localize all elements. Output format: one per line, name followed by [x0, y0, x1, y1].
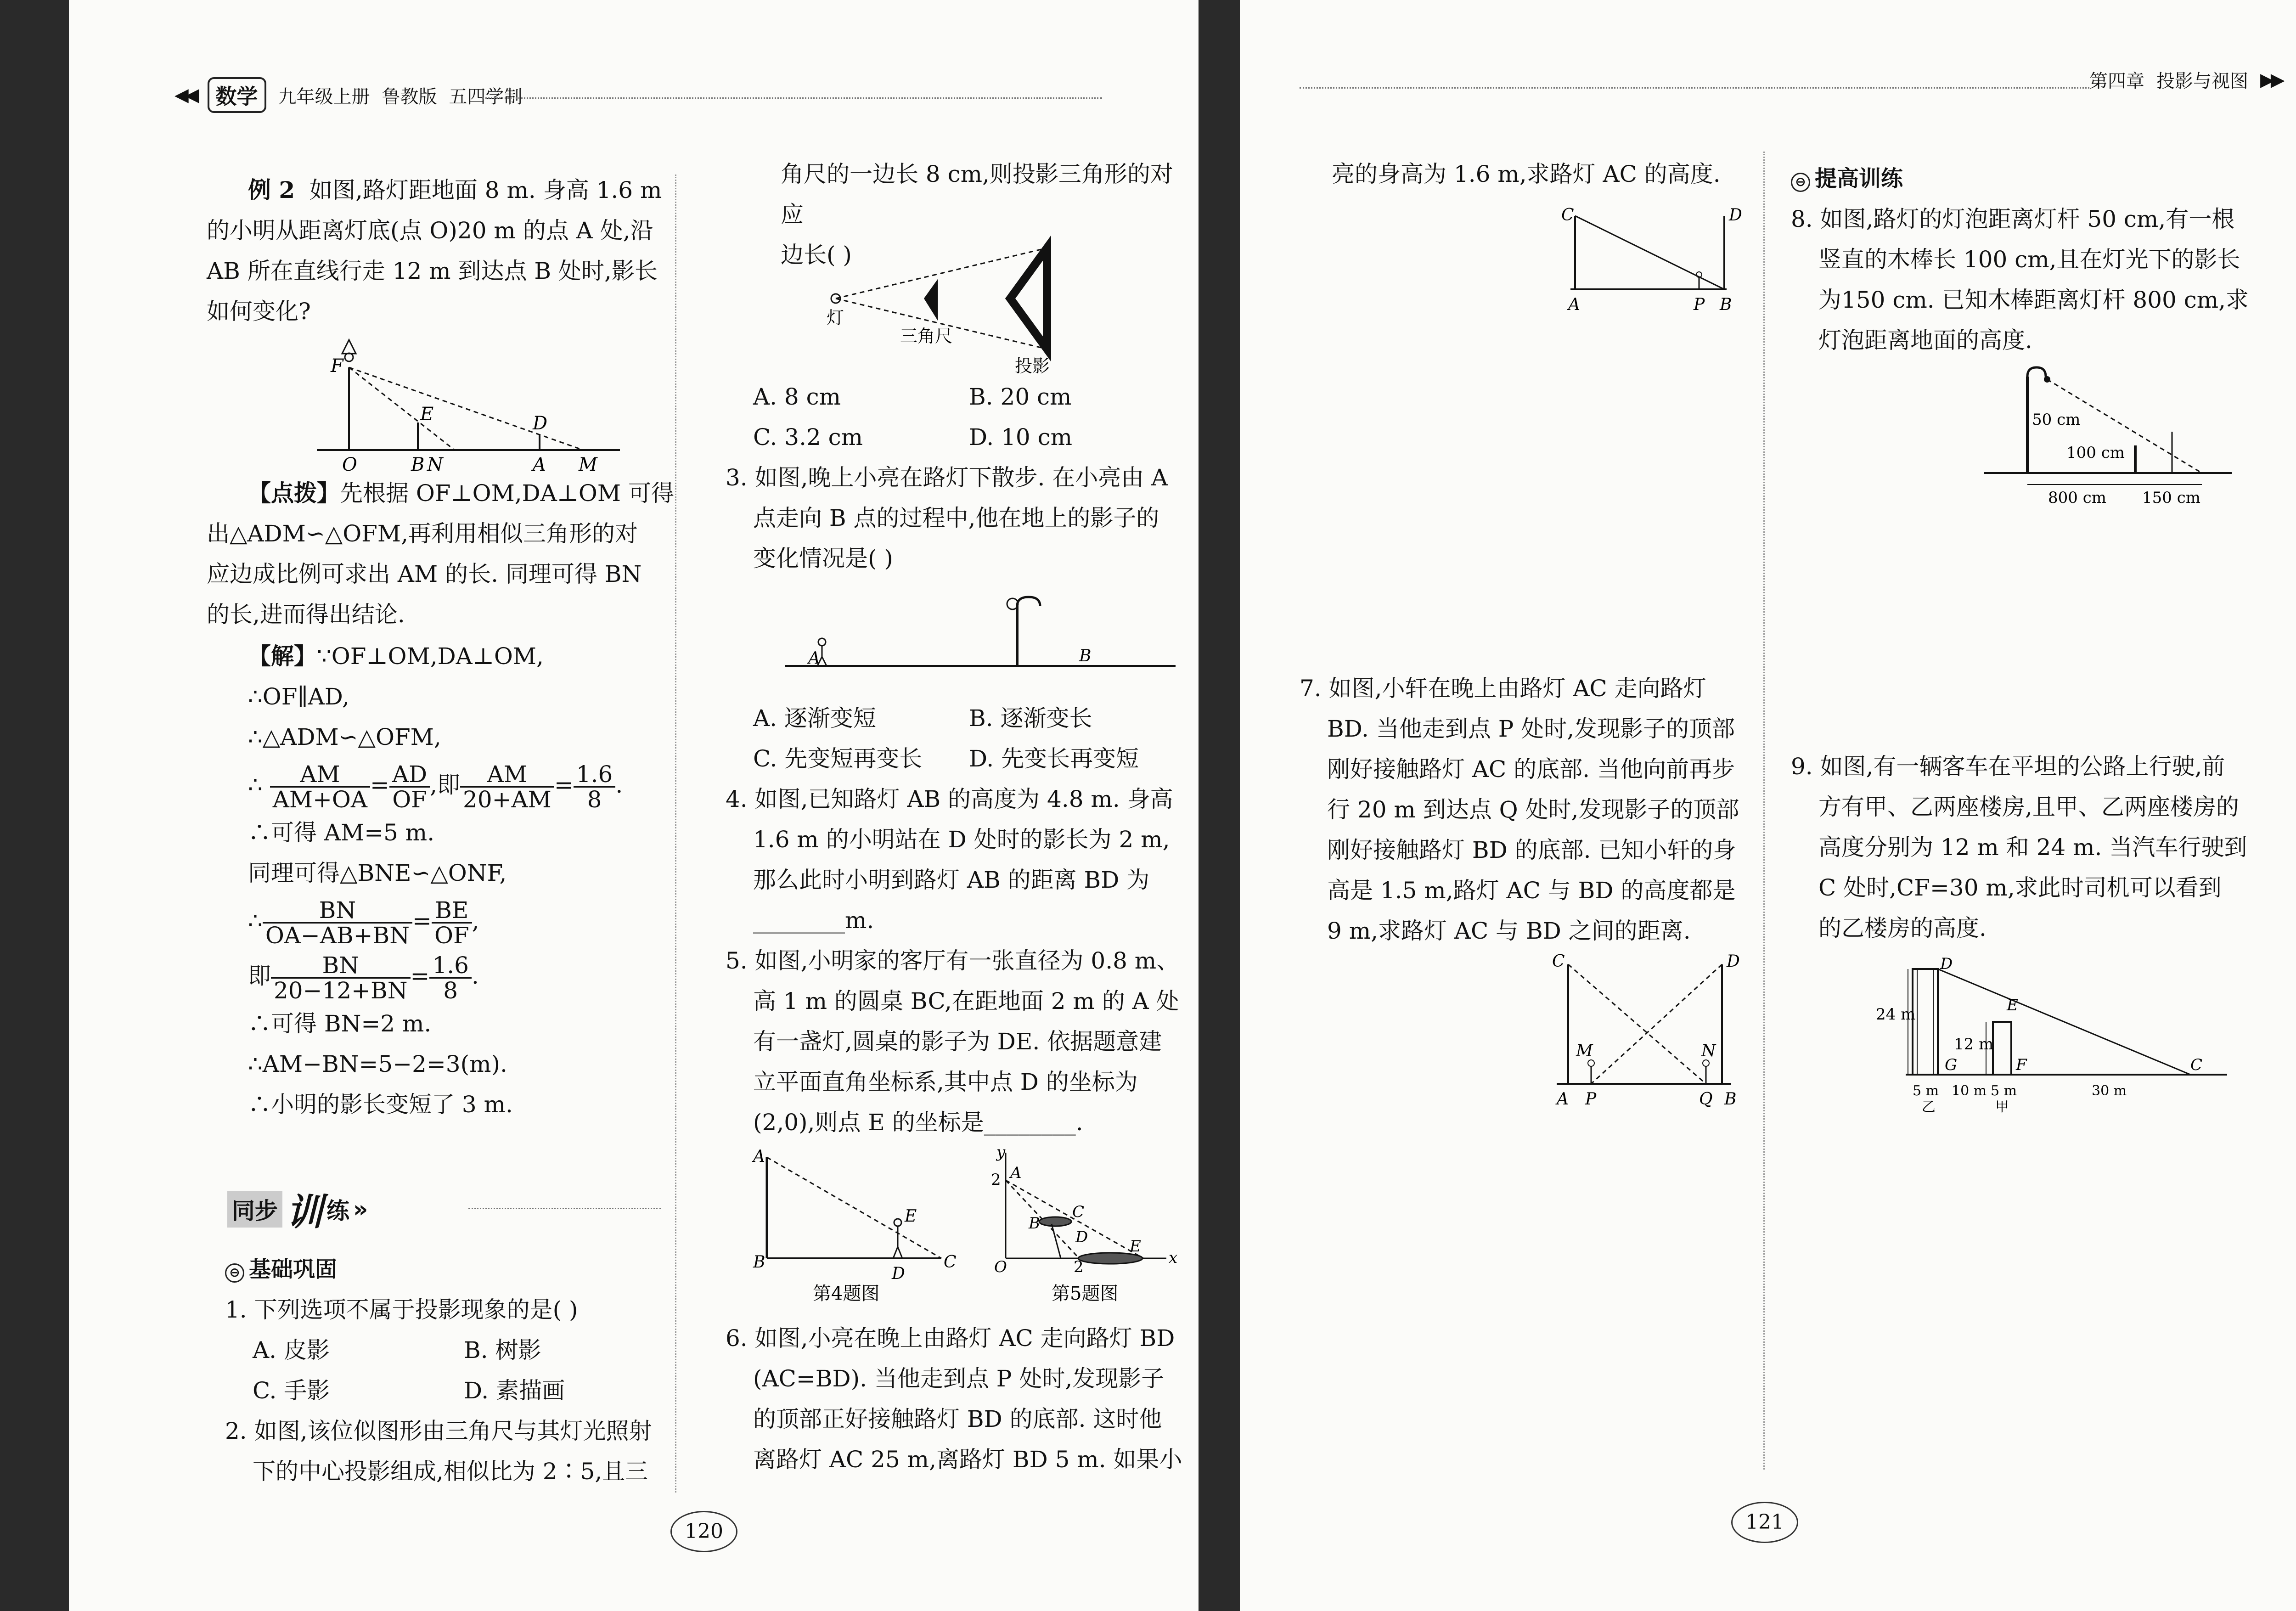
q9-line5: 的乙楼房的高度. — [1818, 915, 1986, 941]
q6-B: B — [1720, 295, 1732, 314]
fig4-diagram — [753, 1147, 960, 1309]
tip-block — [207, 473, 675, 635]
q8-l50: 50 cm — [2032, 411, 2081, 429]
chapter-title: 投影与视图 — [2156, 71, 2248, 92]
q9-line3: 高度分别为 12 m 和 24 m. 当汽车行驶到 — [1818, 834, 2247, 861]
q3-line1: 3. 如图,晚上小亮在路灯下散步. 在小亮由 A — [726, 464, 1168, 491]
eq2-pre: ∴ — [248, 907, 263, 934]
q8-l800: 800 cm — [2048, 489, 2106, 507]
q7-line4: 行 20 m 到达点 Q 处时,发现影子的顶部 — [1327, 796, 1739, 823]
q9-d10: 10 m — [1952, 1083, 1987, 1099]
q8-l100: 100 cm — [2066, 444, 2125, 462]
eq3-pre: 即 — [248, 963, 271, 989]
eq2-f2n: BE — [432, 898, 472, 924]
example2-diagram — [317, 335, 638, 473]
eq1-f2d: OF — [392, 786, 427, 813]
fig4-B: B — [753, 1253, 765, 1272]
example2-block — [207, 170, 675, 332]
q7-C: C — [1552, 952, 1565, 971]
q2c-line2: 边长( ) — [781, 242, 852, 268]
right-column-divider — [1763, 152, 1765, 1470]
forward-triangles-icon: ▶▶ — [2260, 69, 2281, 90]
eq2-f1d: OA−AB+BN — [265, 922, 410, 949]
q9-diagram — [1869, 951, 2236, 1125]
sol-line4: ∴可得 AM=5 m. — [248, 819, 435, 846]
sol-line1 — [248, 636, 675, 676]
q7-P: P — [1585, 1090, 1597, 1109]
q1-option-a[interactable]: A. 皮影 — [253, 1337, 330, 1363]
fig5-O: O — [994, 1258, 1007, 1276]
fig5-y: y — [996, 1143, 1006, 1161]
eq3-end: . — [471, 963, 479, 989]
chapter-label: 第四章 — [2089, 71, 2144, 92]
fig5-x: x — [1169, 1249, 1178, 1267]
q2-proj-label: 投影 — [1015, 356, 1050, 376]
eq3-frac2 — [429, 953, 472, 1003]
example2-line1 — [207, 170, 675, 210]
q6-A: A — [1568, 295, 1580, 314]
eq1-f3n: AM — [460, 762, 554, 788]
sol-text1: ∵OF⊥OM,DA⊥OM, — [317, 643, 544, 670]
q6-block — [726, 1318, 1185, 1480]
circle-icon-2: ⊖ — [1791, 173, 1810, 192]
fig5-diagram — [991, 1143, 1194, 1309]
q4-line2: 1.6 m 的小明站在 D 处时的影长为 2 m, — [753, 826, 1170, 853]
edition-label: 鲁教版 — [382, 86, 437, 107]
banner-b: 训 — [286, 1191, 323, 1234]
q9-line2: 方有甲、乙两座楼房,且甲、乙两座楼房的 — [1818, 794, 2239, 820]
q3-A: A — [808, 649, 820, 668]
q7-line7: 9 m,求路灯 AC 与 BD 之间的距离. — [1327, 918, 1691, 944]
q6-cont — [1332, 154, 1763, 194]
grade-label: 九年级上册 — [278, 86, 370, 107]
fig5-C: C — [1072, 1203, 1085, 1221]
q8-diagram — [1984, 363, 2241, 514]
q9-F: F — [2016, 1056, 2027, 1074]
left-page — [69, 0, 1199, 1611]
diag-D: D — [533, 413, 548, 434]
q6-D: D — [1729, 206, 1742, 225]
basic-section-title — [225, 1249, 675, 1290]
q3-option-c[interactable]: C. 先变短再变长 — [753, 745, 923, 772]
q4-line1: 4. 如图,已知路灯 AB 的高度为 4.8 m. 身高 — [726, 786, 1173, 812]
q7-diagram — [1548, 946, 1750, 1111]
q9-D: D — [1940, 955, 1953, 973]
q9-E: E — [2007, 996, 2018, 1014]
example2-line4: 如何变化? — [207, 298, 311, 325]
q9-d5a: 5 m — [1913, 1083, 1939, 1099]
fig4-D: D — [892, 1264, 905, 1283]
basic-and-q1 — [225, 1249, 675, 1492]
eq2-end: , — [472, 907, 479, 934]
eq2-frac1 — [263, 898, 412, 947]
eq1-f1d: AM+OA — [272, 786, 368, 813]
q7-line3: 刚好接触路灯 AC 的底部. 当他向前再步 — [1327, 756, 1735, 783]
q9-h24: 24 m — [1876, 1005, 1916, 1024]
sol-line8: ∴小明的影长变短了 3 m. — [248, 1091, 513, 1118]
eq3-f1d: 20−12+BN — [274, 977, 408, 1004]
sol-eq2: ∴ $\frac{BN}{OA-AB+BN}$ = $\frac{BE}{OF}$ , — [248, 896, 479, 949]
diag-B: B — [411, 454, 425, 475]
q2-option-b[interactable]: B. 20 cm — [969, 383, 1072, 410]
fig4-caption: 第4题图 — [813, 1283, 880, 1304]
eq2-f2d: OF — [434, 922, 469, 949]
q7-N: N — [1701, 1042, 1716, 1060]
fig5-E: E — [1130, 1237, 1141, 1256]
q1-stem: 1. 下列选项不属于投影现象的是( ) — [225, 1296, 578, 1323]
q8-line2: 竖直的木棒长 100 cm,且在灯光下的影长 — [1818, 246, 2240, 273]
eq1-f1n: AM — [270, 762, 370, 788]
q3-q5-block — [726, 698, 1185, 1143]
fig5-B: B — [1029, 1214, 1040, 1233]
tip-text1: 先根据 OF⊥OM,DA⊥OM 可得 — [340, 480, 674, 507]
q1-option-c[interactable]: C. 手影 — [253, 1377, 330, 1404]
q9-line4: C 处时,CF=30 m,求此时司机可以看到 — [1818, 874, 2222, 901]
fig5-two-y: 2 — [991, 1171, 1001, 1189]
right-header — [2089, 67, 2281, 93]
eq1-f4d: 8 — [587, 786, 602, 813]
q3-diagram — [785, 588, 1180, 680]
eq1-f2n: AD — [389, 762, 430, 788]
eq1-f4n: 1.6 — [574, 762, 616, 788]
q9-d30: 30 m — [2092, 1083, 2127, 1099]
q3-option-d[interactable]: D. 先变长再变短 — [969, 745, 1139, 772]
q3-options — [726, 698, 1185, 779]
sol-label: 【解】 — [248, 642, 317, 670]
fig4-C: C — [944, 1253, 957, 1272]
fig4-A: A — [753, 1147, 765, 1166]
banner-c: 练 — [326, 1197, 349, 1224]
q6-line1: 6. 如图,小亮在晚上由路灯 AC 走向路灯 BD — [726, 1325, 1175, 1352]
eq1-frac4 — [574, 762, 616, 811]
q9-d5b: 5 m — [1991, 1083, 2017, 1099]
q5-line1: 5. 如图,小明家的客厅有一张直径为 0.8 m、 — [726, 947, 1180, 974]
q7-block — [1300, 668, 1759, 951]
eq1-frac3 — [460, 762, 554, 811]
q7-Q: Q — [1699, 1090, 1713, 1109]
sol-line6: ∴可得 BN=2 m. — [248, 1010, 432, 1037]
adv-title-text: 提高训练 — [1815, 166, 1903, 192]
q9-G: G — [1945, 1056, 1958, 1074]
q7-line6: 高是 1.5 m,路灯 AC 与 BD 的高度都是 — [1327, 877, 1736, 904]
q9-yi: 乙 — [1922, 1099, 1936, 1115]
tip-line3: 应边成比例可求出 AM 的长. 同理可得 BN — [207, 561, 642, 587]
q4-line4: ________m. — [753, 907, 874, 934]
banner-arrows-icon: » — [353, 1195, 368, 1222]
back-triangles-icon: ◀◀ — [174, 84, 196, 106]
sync-training-banner — [227, 1183, 368, 1235]
q7-B: B — [1724, 1090, 1737, 1109]
q4-line3: 那么此时小明到路灯 AB 的距离 BD 为 — [753, 867, 1150, 893]
q1-option-d[interactable]: D. 素描画 — [464, 1377, 565, 1404]
q8-line1: 8. 如图,路灯的灯泡距离灯杆 50 cm,有一根 — [1791, 206, 2235, 232]
eq1-mid: ,即 — [430, 772, 461, 798]
q3-option-a[interactable]: A. 逐渐变短 — [753, 705, 876, 732]
eq1-frac1 — [270, 762, 370, 811]
q7-M: M — [1576, 1042, 1593, 1060]
q1-option-b[interactable]: B. 树影 — [464, 1337, 541, 1363]
basic-title-text: 基础巩固 — [249, 1256, 338, 1282]
q6c-line1: 亮的身高为 1.6 m,求路灯 AC 的高度. — [1332, 161, 1721, 187]
q3-option-b[interactable]: B. 逐渐变长 — [969, 705, 1092, 732]
tip-line2: 出△ADM∽△OFM,再利用相似三角形的对 — [207, 520, 638, 547]
example2-line2: 的小明从距离灯底(点 O)20 m 的点 A 处,沿 — [207, 217, 653, 244]
q8-l150: 150 cm — [2142, 489, 2200, 507]
q2-q3-block — [726, 377, 1185, 579]
eq2-f1n: BN — [263, 898, 412, 924]
q5-line2: 高 1 m 的圆桌 BC,在距地面 2 m 的 A 处 — [753, 988, 1179, 1014]
banner-a: 同步 — [227, 1191, 282, 1228]
q6-line4: 离路灯 AC 25 m,离路灯 BD 5 m. 如果小 — [753, 1446, 1182, 1473]
circle-icon: ⊖ — [225, 1263, 244, 1283]
tip-line1 — [207, 473, 675, 513]
example2-line3: AB 所在直线行走 12 m 到达点 B 处时,影长 — [207, 258, 658, 284]
banner-rule — [468, 1208, 661, 1209]
q7-D: D — [1727, 952, 1740, 971]
q6-C: C — [1561, 206, 1574, 225]
q2-option-a[interactable]: A. 8 cm — [753, 383, 841, 410]
q9-C: C — [2190, 1056, 2203, 1074]
eq3-frac1 — [271, 953, 411, 1003]
q2-options — [726, 377, 1185, 457]
eq1-pre: ∴ — [248, 772, 263, 798]
right-page — [1240, 0, 2296, 1611]
q8-line4: 灯泡距离地面的高度. — [1818, 327, 2032, 354]
q9-line1: 9. 如图,有一辆客车在平坦的公路上行驶,前 — [1791, 753, 2225, 780]
tip-line4: 的长,进而得出结论. — [207, 601, 405, 628]
tip-label: 【点拨】 — [248, 479, 340, 507]
eq3-f2n: 1.6 — [429, 953, 472, 979]
fig4-E: E — [905, 1207, 917, 1226]
eq3-f2d: 8 — [443, 977, 458, 1004]
q2-option-d[interactable]: D. 10 cm — [969, 424, 1073, 451]
q3-line2: 点走向 B 点的过程中,他在地上的影子的 — [753, 505, 1159, 531]
example2-label: 例 2 — [248, 176, 295, 203]
subject-badge: 数学 — [208, 77, 266, 113]
q2-lamp-label: 灯 — [827, 308, 844, 328]
diag-E: E — [420, 404, 434, 425]
right-header-rule — [1300, 87, 2089, 89]
q2c-line1: 角尺的一边长 8 cm,则投影三角形的对应 — [781, 161, 1173, 228]
diag-O: O — [342, 454, 357, 475]
sol-line5: 同理可得△BNE∽△ONF, — [248, 860, 507, 886]
sol-line2: ∴OF∥AD, — [248, 683, 349, 710]
column-divider — [675, 175, 676, 1493]
fig5-two-x: 2 — [1074, 1258, 1084, 1276]
sol-line3: ∴△ADM∽△OFM, — [248, 724, 441, 750]
system-label: 五四学制 — [449, 86, 523, 107]
q2-line2: 下的中心投影组成,相似比为 2∶5,且三 — [253, 1458, 648, 1485]
fig5-D: D — [1075, 1228, 1088, 1246]
q5-line4: 立平面直角坐标系,其中点 D 的坐标为 — [753, 1069, 1138, 1095]
left-header — [174, 77, 523, 113]
sol-line7: ∴AM−BN=5−2=3(m). — [248, 1051, 507, 1077]
fig5-A: A — [1010, 1164, 1022, 1182]
sol-eq1: ∴ $\frac{AM}{AM+OA}$ = $\frac{AD}{OF}$ ,即 $\frac{AM}{20+AM}$ = $\frac{1.6}{8}$ . — [248, 760, 623, 813]
q3-line3: 变化情况是( ) — [753, 545, 893, 572]
diag-F: F — [331, 355, 343, 377]
q2-line1: 2. 如图,该位似图形由三角尺与其灯光照射 — [225, 1418, 652, 1444]
q6-P: P — [1694, 295, 1705, 314]
example2-text1: 如图,路灯距地面 8 m. 身高 1.6 m — [310, 177, 662, 203]
q5-line5: (2,0),则点 E 的坐标是________. — [753, 1109, 1083, 1136]
eq1-frac2 — [389, 762, 430, 811]
q1-options — [225, 1330, 675, 1411]
diag-M: M — [579, 454, 597, 475]
right-page-number: 121 — [1731, 1502, 1798, 1543]
sol-eq3: 即 $\frac{BN}{20-12+BN}$ = $\frac{1.6}{8}$ . — [248, 952, 479, 1004]
q6-line2: (AC=BD). 当他走到点 P 处时,发现影子 — [753, 1365, 1165, 1392]
diag-A: A — [533, 454, 546, 475]
q9-h12: 12 m — [1954, 1035, 1994, 1053]
q6-diagram — [1561, 202, 1745, 317]
q9-block — [1791, 746, 2250, 948]
q7-line2: BD. 当他走到点 P 处时,发现影子的顶部 — [1327, 715, 1735, 742]
q8-block — [1791, 158, 2250, 361]
q2-option-c[interactable]: C. 3.2 cm — [753, 424, 863, 451]
q7-line5: 刚好接触路灯 BD 的底部. 已知小轩的身 — [1327, 837, 1736, 863]
header-rule — [482, 97, 1102, 99]
solution-block — [248, 636, 675, 1125]
left-page-number: 120 — [670, 1511, 737, 1552]
eq1-f3d: 20+AM — [463, 786, 551, 813]
q3-B: B — [1079, 647, 1092, 665]
diag-N: N — [427, 454, 443, 475]
q2-ruler-label: 三角尺 — [900, 326, 953, 346]
q9-jia: 甲 — [1995, 1099, 2009, 1115]
fig5-caption: 第5题图 — [1052, 1283, 1119, 1304]
eq1-end: . — [615, 772, 623, 798]
q2-diagram — [827, 239, 1111, 377]
adv-section-title — [1791, 158, 2250, 199]
eq2-frac2 — [432, 898, 472, 947]
q5-line3: 有一盏灯,圆桌的影子为 DE. 依据题意建 — [753, 1028, 1162, 1055]
eq3-f1n: BN — [271, 953, 411, 979]
q6-line3: 的顶部正好接触路灯 BD 的底部. 这时他 — [753, 1406, 1162, 1432]
eq1-eq: = — [370, 772, 389, 798]
q7-line1: 7. 如图,小轩在晚上由路灯 AC 走向路灯 — [1300, 675, 1706, 702]
q8-line3: 为150 cm. 已知木棒距离灯杆 800 cm,求 — [1818, 287, 2249, 313]
q7-A: A — [1557, 1090, 1569, 1109]
